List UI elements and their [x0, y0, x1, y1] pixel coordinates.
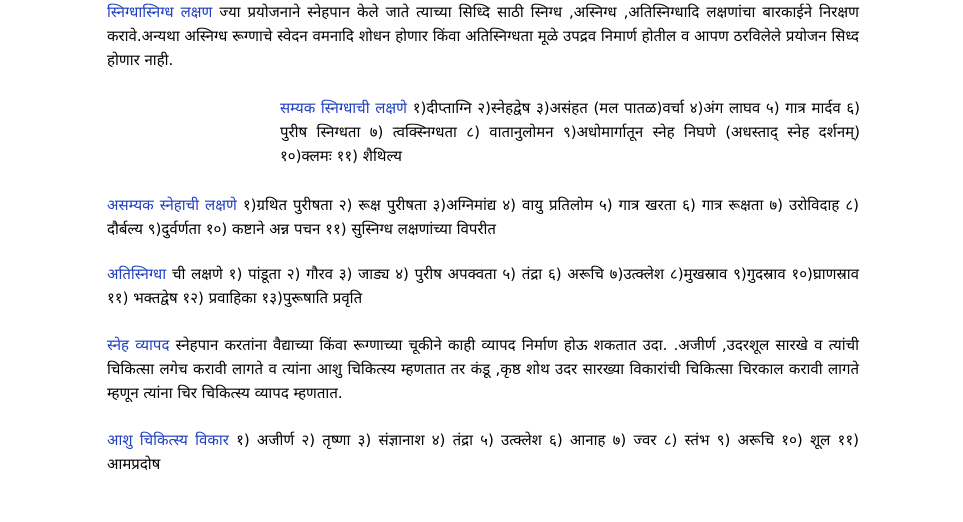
section-heading: आशु चिकित्स्य विकार: [107, 431, 229, 449]
section-text: १)दीप्ताग्नि २)स्नेहद्वेष ३)असंहत (मल पातळ)वर्चा ४)अंग लाघव ५) गात्र मार्दव ६) पुरीष स्निग्धता ७) त्वक्स्निग्धता ८) वातानुलोमन ९)अधोमार्गातून स्नेह निघणे (अधस्ताद् स्नेह दर्शनम्) १०)क्लमः ११) शैथिल्य: [280, 99, 860, 165]
section-snigdhasnigdha-lakshan: [107, 0, 859, 72]
section-text: १) अजीर्ण २) तृष्णा ३) संज्ञानाश ४) तंद्रा ५) उत्क्लेश ६) आनाह ७) ज्वर ८) स्तंभ ९) अरूचि १०) शूल ११) आमप्रदोष: [107, 431, 859, 473]
section-asamyak-sneha-lakshane: [107, 193, 859, 241]
section-samyak-snigdha-lakshane: [280, 96, 860, 168]
section-heading: सम्यक स्निग्धाची लक्षणे: [280, 99, 408, 117]
section-text: १)ग्रथित पुरीषता २) रूक्ष पुरीषता ३)अग्निमांद्य ४) वायु प्रतिलोम ५) गात्र खरता ६) गात्र रूक्षता ७) उरोविदाह ८) दौर्बल्य ९)दुर्वर्णता १०) कष्टाने अन्न पचन ११) सुस्निग्ध लक्षणांच्या विपरीत: [107, 196, 859, 238]
section-atisnigdha-lakshane: [107, 262, 859, 310]
section-heading: अतिस्निग्धा: [107, 265, 167, 283]
section-text: स्नेहपान करतांना वैद्याच्या किंवा रूग्णाच्या चूकीने काही व्यापद निर्माण होऊ शकतात उदा. .अजीर्ण ,उदरशूल सारखे व त्यांची चिकित्सा लगेच करावी लागते व त्यांना आशु चिकित्स्य म्हणतात तर कंडू ,कृष्ठ शोथ उदर सारख्या विकारांची चिकित्सा चिरकाल करावी लागते म्हणून त्यांना चिर चिकित्स्य व्यापद म्हणतात.: [107, 336, 859, 402]
section-ashu-chikitsya-vikar: [107, 428, 859, 476]
section-text: ज्या प्रयोजनाने स्नेहपान केले जाते त्याच्या सिध्दि साठी स्निग्ध ,अस्निग्ध ,अतिस्निग्धादि लक्षणांचा बारकाईने निरक्षण करावे.अन्यथा अस्निग्ध रूग्णाचे स्वेदन वमनादि शोधन होणार किंवा अतिस्निग्धता मूळे उपद्रव निमार्ण होतील व आपण ठरविलेले प्रयोजन सिध्द होणार नाही.: [107, 3, 859, 69]
section-sneha-vyapad: [107, 333, 859, 405]
section-text: ची लक्षणे १) पांडूता २) गौरव ३) जाड्य ४) पुरीष अपक्वता ५) तंद्रा ६) अरूचि ७)उत्क्लेश ८)मुखस्राव ९)गुदस्राव १०)घ्राणस्राव ११) भक्तद्वेष १२) प्रवाहिका १३)पुरूषाति प्रवृति: [107, 265, 859, 307]
section-heading: स्नेह व्यापद: [107, 336, 170, 354]
section-heading: स्निग्धास्निग्ध लक्षण: [107, 3, 213, 21]
section-heading: असम्यक स्नेहाची लक्षणे: [107, 196, 237, 214]
